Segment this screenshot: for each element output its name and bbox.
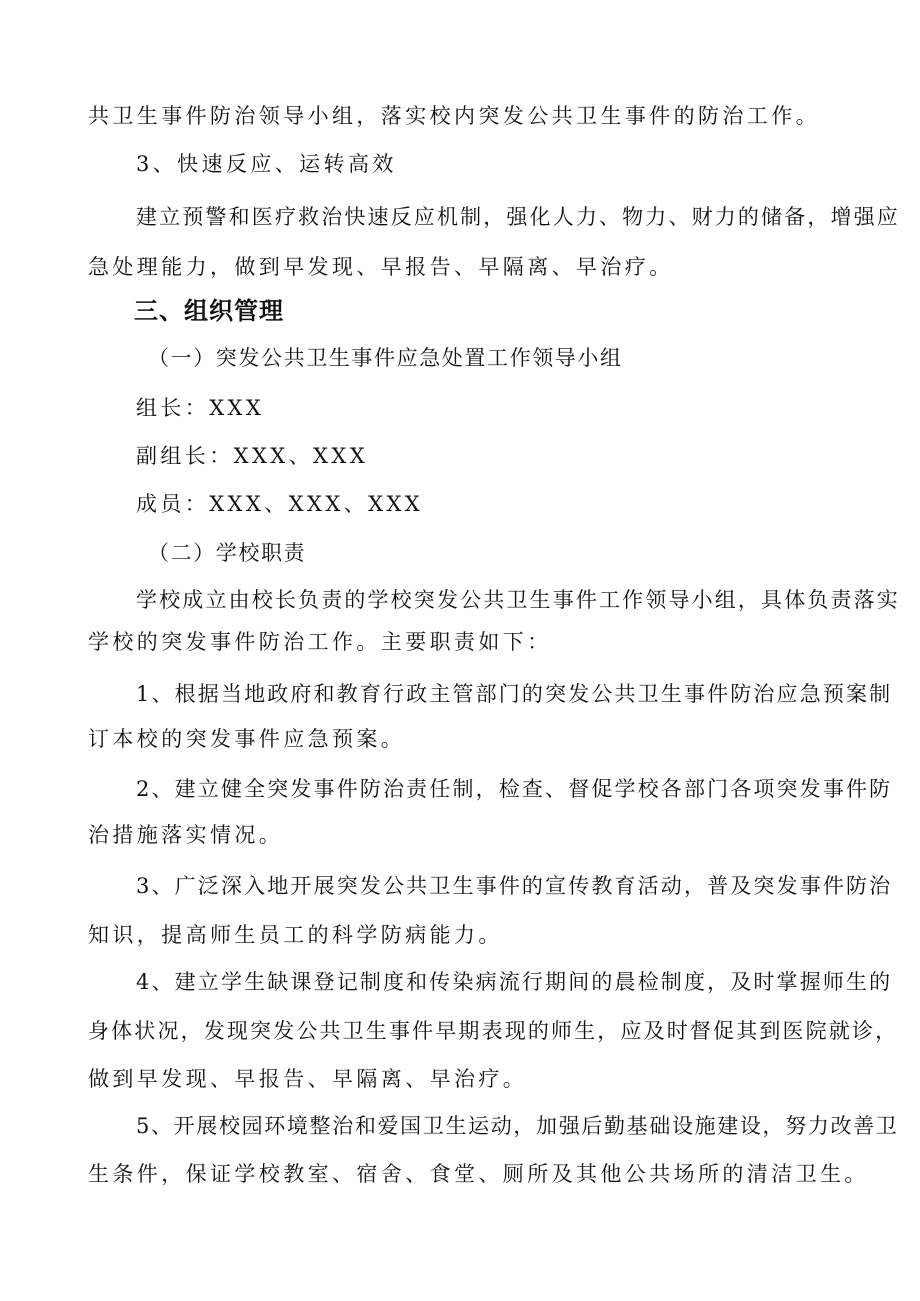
item-heading: 3、快速反应、运转高效: [136, 152, 397, 176]
paragraph-line: 急处理能力，做到早发现、早报告、早隔离、早治疗。: [88, 255, 674, 279]
list-item-line: 订本校的突发事件应急预案。: [88, 727, 406, 751]
paragraph-line: 学校成立由校长负责的学校突发公共卫生事件工作领导小组，具体负责落实: [136, 588, 900, 612]
member-line: 组长：XXX: [136, 396, 265, 420]
list-item-line: 4、建立学生缺课登记制度和传染病流行期间的晨检制度，及时掌握师生的: [136, 970, 893, 994]
list-item-line: 身体状况，发现突发公共卫生事件早期表现的师生，应及时督促其到医院就诊，: [88, 1019, 899, 1043]
list-item-line: 知识，提高师生员工的科学防病能力。: [88, 923, 503, 947]
list-item-line: 5、开展校园环境整治和爱国卫生运动，加强后勤基础设施建设，努力改善卫: [136, 1114, 899, 1138]
paragraph-line: 共卫生事件防治领导小组，落实校内突发公共卫生事件的防治工作。: [88, 104, 820, 128]
paragraph-line: 学校的突发事件防治工作。主要职责如下：: [88, 630, 552, 654]
section-heading: 三、组织管理: [134, 297, 284, 325]
subsection-heading: （二）学校职责: [148, 541, 307, 565]
list-item-line: 2、建立健全突发事件防治责任制，检查、督促学校各部门各项突发事件防: [136, 777, 893, 801]
member-line: 成员：XXX、XXX、XXX: [136, 492, 424, 516]
paragraph-line: 建立预警和医疗救治快速反应机制，强化人力、物力、财力的储备，增强应: [136, 205, 900, 229]
list-item-line: 3、广泛深入地开展突发公共卫生事件的宣传教育活动，普及突发事件防治: [136, 874, 893, 898]
list-item-line: 做到早发现、早报告、早隔离、早治疗。: [88, 1067, 528, 1091]
subsection-heading: （一）突发公共卫生事件应急处置工作领导小组: [148, 346, 623, 370]
list-item-line: 生条件，保证学校教室、宿舍、食堂、厕所及其他公共场所的清洁卫生。: [88, 1162, 869, 1186]
list-item-line: 治措施落实情况。: [88, 823, 284, 847]
list-item-line: 1、根据当地政府和教育行政主管部门的突发公共卫生事件防治应急预案制: [136, 682, 893, 706]
member-line: 副组长：XXX、XXX: [136, 444, 369, 468]
